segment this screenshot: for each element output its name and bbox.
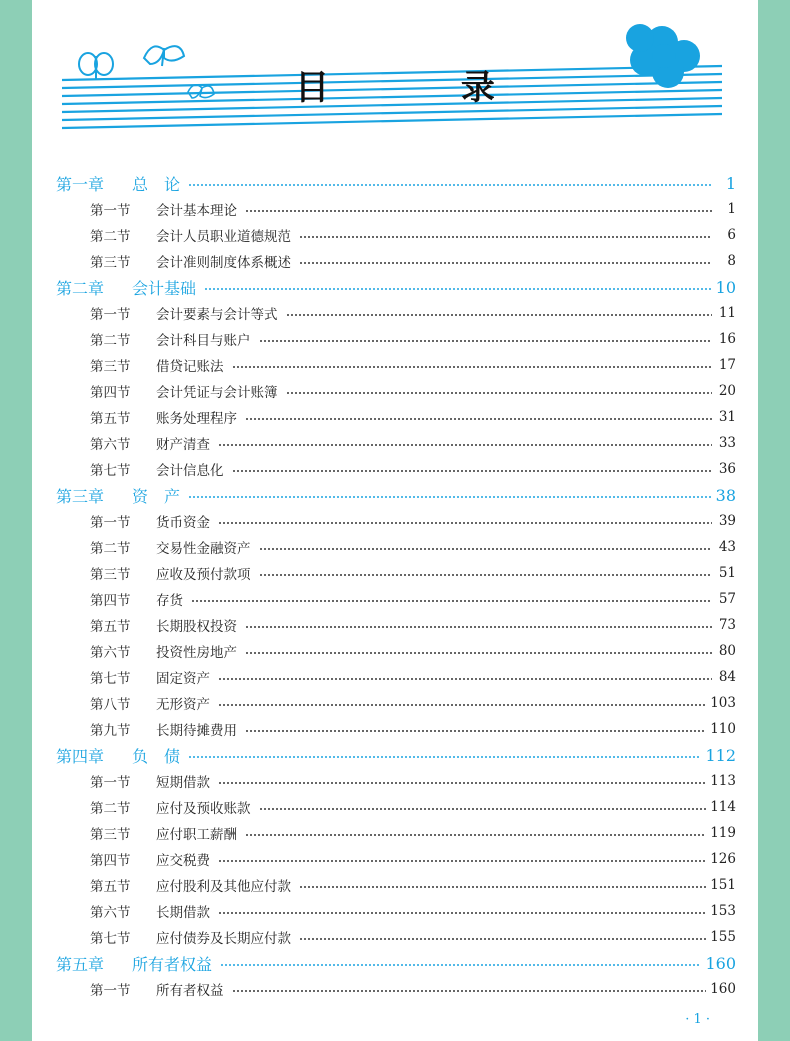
toc-section-row[interactable] — [90, 352, 736, 378]
toc-label: 负 债 — [132, 746, 181, 766]
toc-page-number: 43 — [718, 539, 736, 555]
toc-section-row[interactable] — [90, 768, 736, 794]
toc-number: 第四节 — [90, 853, 131, 869]
toc-chapter-row[interactable] — [56, 742, 736, 768]
toc-number: 第五章 — [56, 954, 105, 974]
toc-label: 应付股利及其他应付款 — [156, 879, 291, 895]
dot-leader — [245, 652, 712, 654]
toc-number: 第四节 — [90, 593, 131, 609]
toc-label: 交易性金融资产 — [156, 541, 251, 557]
toc-label: 长期股权投资 — [156, 619, 237, 635]
toc-number: 第七节 — [90, 931, 131, 947]
toc-number: 第七节 — [90, 671, 131, 687]
dot-leader — [286, 314, 713, 316]
dot-leader — [218, 444, 712, 446]
toc-section-row[interactable] — [90, 508, 736, 534]
toc-label: 资 产 — [132, 486, 181, 506]
toc-chapter-row[interactable] — [56, 274, 736, 300]
dot-leader — [299, 938, 706, 940]
toc-number: 第二章 — [56, 278, 105, 298]
toc-chapter-row[interactable] — [56, 950, 736, 976]
dot-leader — [232, 366, 713, 368]
toc-page-number: 38 — [715, 485, 736, 505]
toc-number: 第五节 — [90, 411, 131, 427]
toc-section-row[interactable] — [90, 846, 736, 872]
toc-page-number: 16 — [718, 331, 736, 347]
toc-section-row[interactable] — [90, 586, 736, 612]
toc-page-number: 6 — [727, 227, 736, 243]
toc-page-number: 84 — [718, 669, 736, 685]
toc-page-number: 57 — [718, 591, 736, 607]
toc-page-number: 151 — [710, 877, 736, 893]
toc-label: 会计基本理论 — [156, 203, 237, 219]
toc-number: 第三节 — [90, 359, 131, 375]
toc-label: 固定资产 — [156, 671, 210, 687]
toc-page-number: 8 — [727, 253, 736, 269]
toc-number: 第三节 — [90, 827, 131, 843]
dot-leader — [218, 678, 712, 680]
toc-page-number: 119 — [710, 825, 736, 841]
toc-label: 无形资产 — [156, 697, 210, 713]
toc-section-row[interactable] — [90, 976, 736, 1002]
toc-section-row[interactable] — [90, 404, 736, 430]
toc-section-row[interactable] — [90, 690, 736, 716]
toc-page-number: 31 — [718, 409, 736, 425]
dot-leader — [299, 886, 706, 888]
toc-page-number: 160 — [705, 953, 736, 973]
toc-page-number: 33 — [718, 435, 736, 451]
toc-label: 投资性房地产 — [156, 645, 237, 661]
toc-label: 会计基础 — [132, 278, 197, 298]
toc-number: 第二节 — [90, 801, 131, 817]
toc-number: 第二节 — [90, 541, 131, 557]
toc-chapter-row[interactable] — [56, 170, 736, 196]
toc-label: 存货 — [156, 593, 183, 609]
toc-label: 所有者权益 — [132, 954, 213, 974]
toc-number: 第五节 — [90, 619, 131, 635]
toc-page-number: 113 — [710, 773, 736, 789]
page — [32, 0, 758, 1041]
dot-leader — [191, 600, 712, 602]
toc-label: 长期待摊费用 — [156, 723, 237, 739]
dot-leader — [259, 340, 713, 342]
toc-label: 应收及预付款项 — [156, 567, 251, 583]
toc-number: 第七节 — [90, 463, 131, 479]
toc-chapter-row[interactable] — [56, 482, 736, 508]
toc-page-number: 112 — [705, 745, 736, 765]
toc-section-row[interactable] — [90, 456, 736, 482]
dot-leader — [259, 548, 713, 550]
toc-page-number: 153 — [710, 903, 736, 919]
toc-page-number: 114 — [710, 799, 736, 815]
toc-page-number: 103 — [710, 695, 736, 711]
toc-page-number: 20 — [718, 383, 736, 399]
dot-leader — [299, 262, 712, 264]
toc-page-number: 1 — [727, 201, 736, 217]
toc-page-number: 80 — [718, 643, 736, 659]
toc-page-number: 10 — [715, 277, 736, 297]
toc-label: 会计准则制度体系概述 — [156, 255, 291, 271]
toc-number: 第一节 — [90, 307, 131, 323]
dot-leader — [259, 808, 707, 810]
dot-leader — [204, 288, 712, 290]
toc-number: 第一节 — [90, 983, 131, 999]
toc-number: 第一节 — [90, 515, 131, 531]
toc-label: 应付债券及长期应付款 — [156, 931, 291, 947]
toc-number: 第一节 — [90, 203, 131, 219]
dot-leader — [286, 392, 713, 394]
toc-label: 会计信息化 — [156, 463, 224, 479]
toc-section-row[interactable] — [90, 820, 736, 846]
toc-page-number: 160 — [710, 981, 736, 997]
page-number: · 1 · — [685, 1012, 710, 1027]
toc-section-row[interactable] — [90, 378, 736, 404]
toc-number: 第一节 — [90, 775, 131, 791]
toc-page-number: 110 — [710, 721, 736, 737]
toc-section-row[interactable] — [90, 300, 736, 326]
toc-section-row[interactable] — [90, 248, 736, 274]
toc-label: 货币资金 — [156, 515, 210, 531]
toc-number: 第三节 — [90, 567, 131, 583]
dot-leader — [218, 782, 706, 784]
toc-section-row[interactable] — [90, 898, 736, 924]
dot-leader — [245, 730, 706, 732]
toc-section-row[interactable] — [90, 560, 736, 586]
toc-label: 应付职工薪酬 — [156, 827, 237, 843]
toc-section-row[interactable] — [90, 924, 736, 950]
dot-leader — [232, 470, 713, 472]
header-banner — [32, 0, 758, 140]
toc-page-number: 11 — [718, 305, 736, 321]
toc-number: 第八节 — [90, 697, 131, 713]
dot-leader — [245, 834, 706, 836]
toc-section-row[interactable] — [90, 196, 736, 222]
toc-number: 第六节 — [90, 645, 131, 661]
toc-section-row[interactable] — [90, 534, 736, 560]
toc-section-row[interactable] — [90, 638, 736, 664]
dot-leader — [218, 522, 712, 524]
toc-number: 第二节 — [90, 333, 131, 349]
toc-label: 会计凭证与会计账簿 — [156, 385, 278, 401]
toc-label: 长期借款 — [156, 905, 210, 921]
toc-number: 第一章 — [56, 174, 105, 194]
toc-section-row[interactable] — [90, 326, 736, 352]
dot-leader — [220, 964, 701, 966]
toc-page-number: 1 — [725, 173, 736, 193]
toc-label: 财产清查 — [156, 437, 210, 453]
toc-label: 会计要素与会计等式 — [156, 307, 278, 323]
toc-number: 第九节 — [90, 723, 131, 739]
toc-number: 第三章 — [56, 486, 105, 506]
toc-label: 会计科目与账户 — [156, 333, 251, 349]
toc-number: 第四章 — [56, 746, 105, 766]
dot-leader — [245, 418, 712, 420]
toc-page-number: 51 — [718, 565, 736, 581]
dot-leader — [245, 210, 712, 212]
page-title: 目 录 — [295, 68, 555, 108]
toc-page-number: 39 — [718, 513, 736, 529]
dot-leader — [188, 184, 712, 186]
toc-section-row[interactable] — [90, 612, 736, 638]
toc-label: 所有者权益 — [156, 983, 224, 999]
toc-page-number: 36 — [718, 461, 736, 477]
dot-leader — [232, 990, 707, 992]
toc-page-number: 126 — [710, 851, 736, 867]
dot-leader — [299, 236, 712, 238]
toc-number: 第三节 — [90, 255, 131, 271]
toc-label: 应付及预收账款 — [156, 801, 251, 817]
dot-leader — [218, 912, 706, 914]
toc-label: 账务处理程序 — [156, 411, 237, 427]
dot-leader — [259, 574, 713, 576]
toc-section-row[interactable] — [90, 794, 736, 820]
toc-label: 应交税费 — [156, 853, 210, 869]
toc-section-row[interactable] — [90, 872, 736, 898]
toc-label: 总 论 — [132, 174, 181, 194]
toc-number: 第六节 — [90, 437, 131, 453]
dot-leader — [188, 756, 701, 758]
dot-leader — [188, 496, 712, 498]
toc-label: 短期借款 — [156, 775, 210, 791]
toc-label: 会计人员职业道德规范 — [156, 229, 291, 245]
dot-leader — [218, 860, 706, 862]
toc-section-row[interactable] — [90, 430, 736, 456]
toc-section-row[interactable] — [90, 664, 736, 690]
toc-label: 借贷记账法 — [156, 359, 224, 375]
toc-number: 第四节 — [90, 385, 131, 401]
toc-number: 第六节 — [90, 905, 131, 921]
toc-page-number: 73 — [718, 617, 736, 633]
toc-number: 第二节 — [90, 229, 131, 245]
toc-section-row[interactable] — [90, 716, 736, 742]
toc-section-row[interactable] — [90, 222, 736, 248]
toc-page-number: 155 — [710, 929, 736, 945]
toc-number: 第五节 — [90, 879, 131, 895]
toc-page-number: 17 — [718, 357, 736, 373]
dot-leader — [245, 626, 712, 628]
dot-leader — [218, 704, 706, 706]
